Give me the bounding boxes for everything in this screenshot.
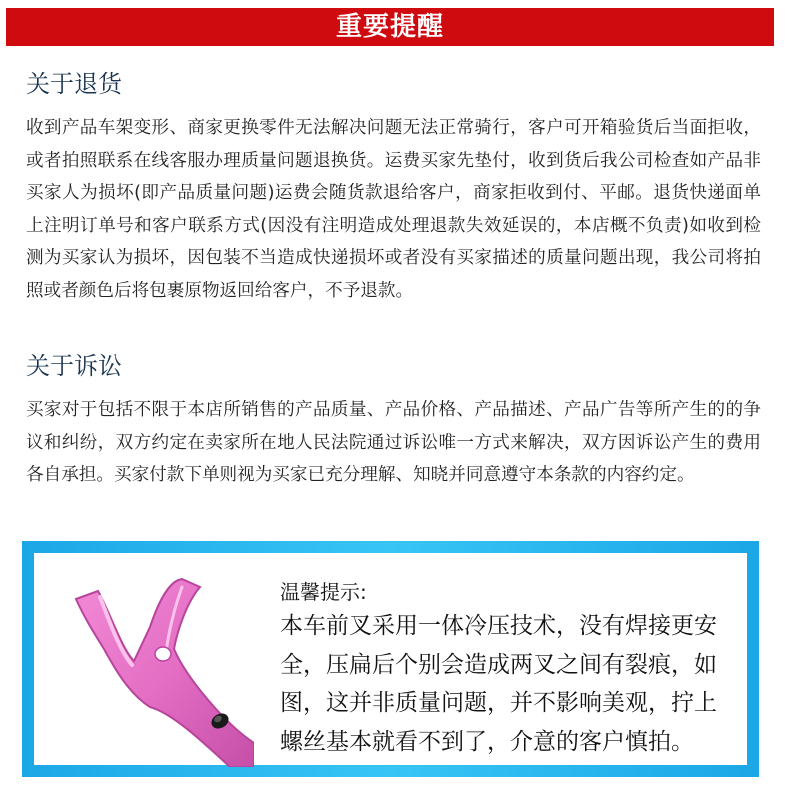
returns-heading: 关于退货: [26, 70, 122, 98]
tip-box: [22, 541, 759, 777]
litigation-paragraph: 买家对于包括不限于本店所销售的产品质量、产品价格、产品描述、产品广告等所产生的的争议和纠纷，双方约定在卖家所在地人民法院通过诉讼唯一方式来解决，双方因诉讼产生的费用各自承担。买家付款下单则视为买家已充分理解、知晓并同意遵守本条款的内容约定。: [26, 400, 761, 486]
important-notice-banner: [6, 8, 774, 46]
tip-box-inner: [34, 553, 747, 765]
tip-title: 温馨提示:: [280, 580, 367, 604]
returns-paragraph: 收到产品车架变形、商家更换零件无法解决问题无法正常骑行，客户可开箱验货后当面拒收，或者拍照联系在线客服办理质量问题退换货。运费买家先垫付，收到货后我公司检查如产品非买家人为损坏(即产品质量问题)运费会随货款退给客户，商家拒收到付、平邮。退货快递面单上注明订单号和客户联系方式(因没有注明造成处理退款失效延误的，本店概不负责)如收到检测为买家认为损坏，因包装不当造成快递损坏或者没有买家描述的质量问题出现，我公司将拍照或者颜色后将包裹原物返回给客户，不予退款。: [26, 118, 761, 301]
fork-photo-icon: [54, 557, 254, 767]
banner-title: 重要提醒: [335, 12, 444, 42]
litigation-heading: 关于诉讼: [26, 352, 122, 380]
tip-text: 本车前叉采用一体冷压技术，没有焊接更安全，压扁后个别会造成两叉之间有裂痕，如图，这并非质量问题，并不影响美观，拧上螺丝基本就看不到了，介意的客户慎拍。: [280, 613, 717, 755]
